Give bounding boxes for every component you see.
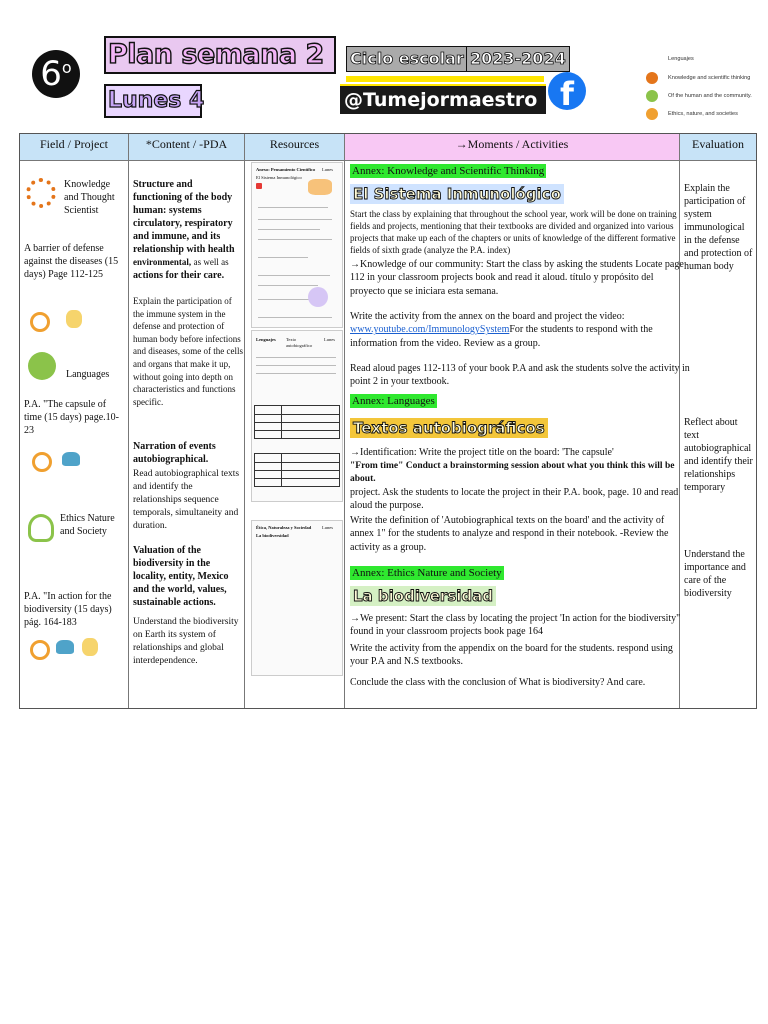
content-ethics-topic: Valuation of the biodiversity in the locality, entity, Mexico and the world, values, sustainable actions. — [133, 545, 229, 608]
table-header-row — [20, 134, 756, 161]
languages-activity-brainstorm: "From time" Conduct a brainstorming session about what you think this will be about. — [350, 461, 675, 485]
small-community-icon — [62, 452, 80, 466]
thumb-science-title: Anexo: Pensamiento Científico — [256, 167, 316, 172]
grade-badge — [32, 50, 80, 98]
body-illustration-icon — [308, 287, 328, 307]
thumb-line — [258, 275, 330, 276]
thumb-line — [256, 373, 336, 374]
thumb-ethics-title: Ética, Naturaleza y Sociedad — [256, 525, 312, 530]
section-science-title-text: El Sistema Inmunológico — [350, 184, 564, 204]
thumb-ethics-tag: Lunes — [322, 525, 333, 530]
fields-legend — [644, 56, 764, 126]
field-languages-project: P.A. "The capsule of time (15 days) page.10-23 — [24, 399, 119, 436]
content-science-aswell: as well as — [193, 257, 229, 267]
languages-activity-identification: →Identification: Write the project title on the board: 'The capsule' — [350, 447, 614, 458]
languages-activity-definition: Write the definition of 'Autobiographical texts on the board' and the activity of annex 1" for the students to analyze and respond in their notebook. -Review the activity as a group. — [350, 515, 669, 553]
small-plant-icon — [82, 638, 98, 656]
content-science-pda: Explain the participation of the immune system in the defense and protection of human body before infections and diseases, some of the cells and organs that make it up, without going into depth on characteristics and functions specific. — [133, 296, 243, 407]
decorative-divider — [346, 76, 544, 82]
thumb-line — [256, 357, 336, 358]
day-title-box — [104, 84, 205, 118]
annex-languages-text: Annex: Languages — [352, 395, 435, 407]
content-science — [133, 178, 243, 282]
small-science-icon — [30, 640, 50, 660]
field-science-project: A barrier of defense against the diseases (15 days) Page 112-125 — [24, 243, 119, 280]
ethics-activity-present: →We present: Start the class by locating the project 'In action for the biodiversity" found in your classroom projects book page 164 — [350, 613, 681, 638]
worksheet-table — [254, 453, 340, 487]
ethics-field-icon — [646, 108, 658, 120]
resource-thumbnail-science — [251, 162, 343, 328]
evaluation-science: Explain the participation of system immunological in the defense and protection of human body — [684, 183, 753, 272]
school-cycle-year: 2023-2024 — [466, 46, 570, 72]
small-science-icon — [32, 452, 52, 472]
small-community-icon — [56, 640, 74, 654]
community-field-icon — [646, 90, 658, 102]
legend-item-label: Knowledge and scientific thinking — [668, 75, 751, 81]
section-languages-title — [350, 418, 690, 438]
evaluation-languages: Reflect about text autobiographical and identify their relationships temporary — [684, 417, 753, 493]
ethics-field-icon — [28, 514, 54, 542]
thumb-languages-title: Lenguajes — [256, 337, 276, 342]
content-science-systems: systems circulatory, respiratory and immune, and its relationship with health — [133, 205, 235, 255]
header-resources: Resources — [245, 134, 344, 160]
science-field-icon — [26, 178, 56, 208]
facebook-icon — [548, 72, 586, 110]
languages-field-icon — [28, 352, 56, 380]
content-languages-pda: Read autobiographical texts and identify the relationships sequence temporals, simultaneity and duration. — [133, 469, 240, 531]
content-science-topic: Structure and functioning of the body human: — [133, 179, 233, 216]
legend-title: Lenguajes — [668, 56, 694, 62]
header-content: *Content / -PDA — [129, 134, 244, 160]
grade-superscript: o — [61, 58, 72, 77]
thumb-line — [258, 229, 320, 230]
grade-number: 6 — [40, 54, 62, 94]
science-activity-intro: Start the class by explaining that throughout the school year, work will be done on training fields and projects, mentioning that their textbooks are divided and organized into various projects that make up each of the chapters or units of knowledge of the different formative fields of sixth grade (analyze the P.A. index) — [350, 209, 677, 255]
social-handle: @Tumejormaestro — [344, 89, 538, 111]
thumb-line — [258, 317, 332, 318]
content-science-env: environmental, — [133, 257, 192, 267]
school-cycle-label: Ciclo escolar — [346, 46, 468, 72]
thumb-science-subtitle: El Sistema Inmunológico — [256, 175, 302, 180]
science-activity-reading: Read aloud pages 112-113 of your book P.A and ask the students solve the activity in point 2 in your textbook. — [350, 363, 690, 388]
resource-thumbnail-ethics — [251, 520, 343, 676]
field-ethics-project: P.A. "In action for the biodiversity (15 days) pág. 164-183 — [24, 591, 112, 628]
thumb-languages-tag: Lunes — [324, 337, 335, 342]
day-title: Lunes 4 — [108, 88, 205, 113]
field-ethics-name: Ethics Nature and Society — [60, 513, 115, 537]
thumb-ethics-subtitle: La biodiversidad — [256, 533, 289, 538]
thumb-line — [258, 299, 314, 300]
worksheet-table — [254, 405, 340, 439]
video-icon — [256, 183, 262, 189]
thumb-line — [258, 285, 318, 286]
ethics-activity-conclusion: Conclude the class with the conclusion of What is biodiversity? And care. — [350, 677, 646, 688]
annex-science-label — [350, 164, 690, 178]
immunology-video-link[interactable]: www.youtube.com/ImmunologySystem — [350, 324, 510, 336]
week-plan-title: Plan semana 2 — [108, 39, 324, 70]
week-plan-title-box — [104, 36, 336, 74]
thumb-science-tag: Lunes — [322, 167, 333, 172]
section-science-title — [350, 184, 690, 204]
column-divider — [344, 134, 345, 708]
section-ethics-title — [350, 586, 690, 606]
ethics-activity-appendix: Write the activity from the appendix on the board for the students. respond using your P.A and N.S textbooks. — [350, 643, 673, 668]
science-field-icon — [646, 72, 658, 84]
science-activity-video — [350, 310, 690, 350]
content-science-care: actions for their care. — [133, 270, 225, 281]
annex-languages-label — [350, 394, 690, 408]
thumb-line — [258, 207, 328, 208]
legend-item-label: Of the human and the community. — [668, 93, 752, 99]
small-plant-icon — [66, 310, 82, 328]
field-science-name: Knowledge and Thought Scientist — [64, 179, 115, 216]
evaluation-ethics: Understand the importance and care of the biodiversity — [684, 549, 746, 599]
facebook-glyph: f — [560, 75, 574, 110]
content-ethics-pda: Understand the biodiversity on Earth its system of relationships and global interdependence. — [133, 617, 239, 666]
thumb-line — [258, 239, 332, 240]
lesson-plan-table — [19, 133, 757, 709]
field-languages-name: Languages — [66, 369, 110, 380]
thumb-line — [256, 365, 336, 366]
annex-ethics-label — [350, 566, 690, 580]
header-evaluation: Evaluation — [680, 134, 756, 160]
legend-item-label: Ethics, nature, and societies — [668, 111, 738, 117]
legend-item — [644, 72, 764, 86]
legend-item — [644, 90, 764, 104]
content-languages-topic: Narration of events autobiographical. — [133, 441, 216, 465]
small-science-icon — [30, 312, 50, 332]
social-handle-box — [340, 84, 546, 114]
resource-thumbnail-languages — [251, 330, 343, 502]
thumb-line — [258, 257, 308, 258]
science-video-followup: For the students to respond with the information from the video. Review as a group. — [350, 324, 653, 349]
header-field: Field / Project — [20, 134, 128, 160]
annex-science-text: Annex: Knowledge and Scientific Thinking — [352, 165, 545, 177]
section-ethics-title-text: La biodiversidad — [350, 586, 496, 606]
thumb-languages-subtitle: Texto autobiográfico — [286, 337, 313, 348]
kids-illustration-icon — [308, 179, 332, 195]
column-divider — [128, 134, 129, 708]
science-video-instruction: Write the activity from the annex on the board and project the video: — [350, 311, 625, 322]
science-activity-community: →Knowledge of our community: Start the class by asking the students Locate page 112 in your classroom projects book and read it aloud. título y propósito del proyecto que se iniciara esta semana. — [350, 259, 684, 297]
thumb-line — [258, 219, 332, 220]
header-moments: →Moments / Activities — [345, 134, 679, 160]
section-languages-title-text: Textos autobiográficos — [350, 418, 548, 438]
languages-activity-locate: project. Ask the students to locate the project in their P.A. book, page. 10 and read aloud the purpose. — [350, 487, 679, 512]
legend-item — [644, 108, 764, 122]
column-divider — [244, 134, 245, 708]
annex-ethics-text: Annex: Ethics Nature and Society — [352, 567, 502, 579]
